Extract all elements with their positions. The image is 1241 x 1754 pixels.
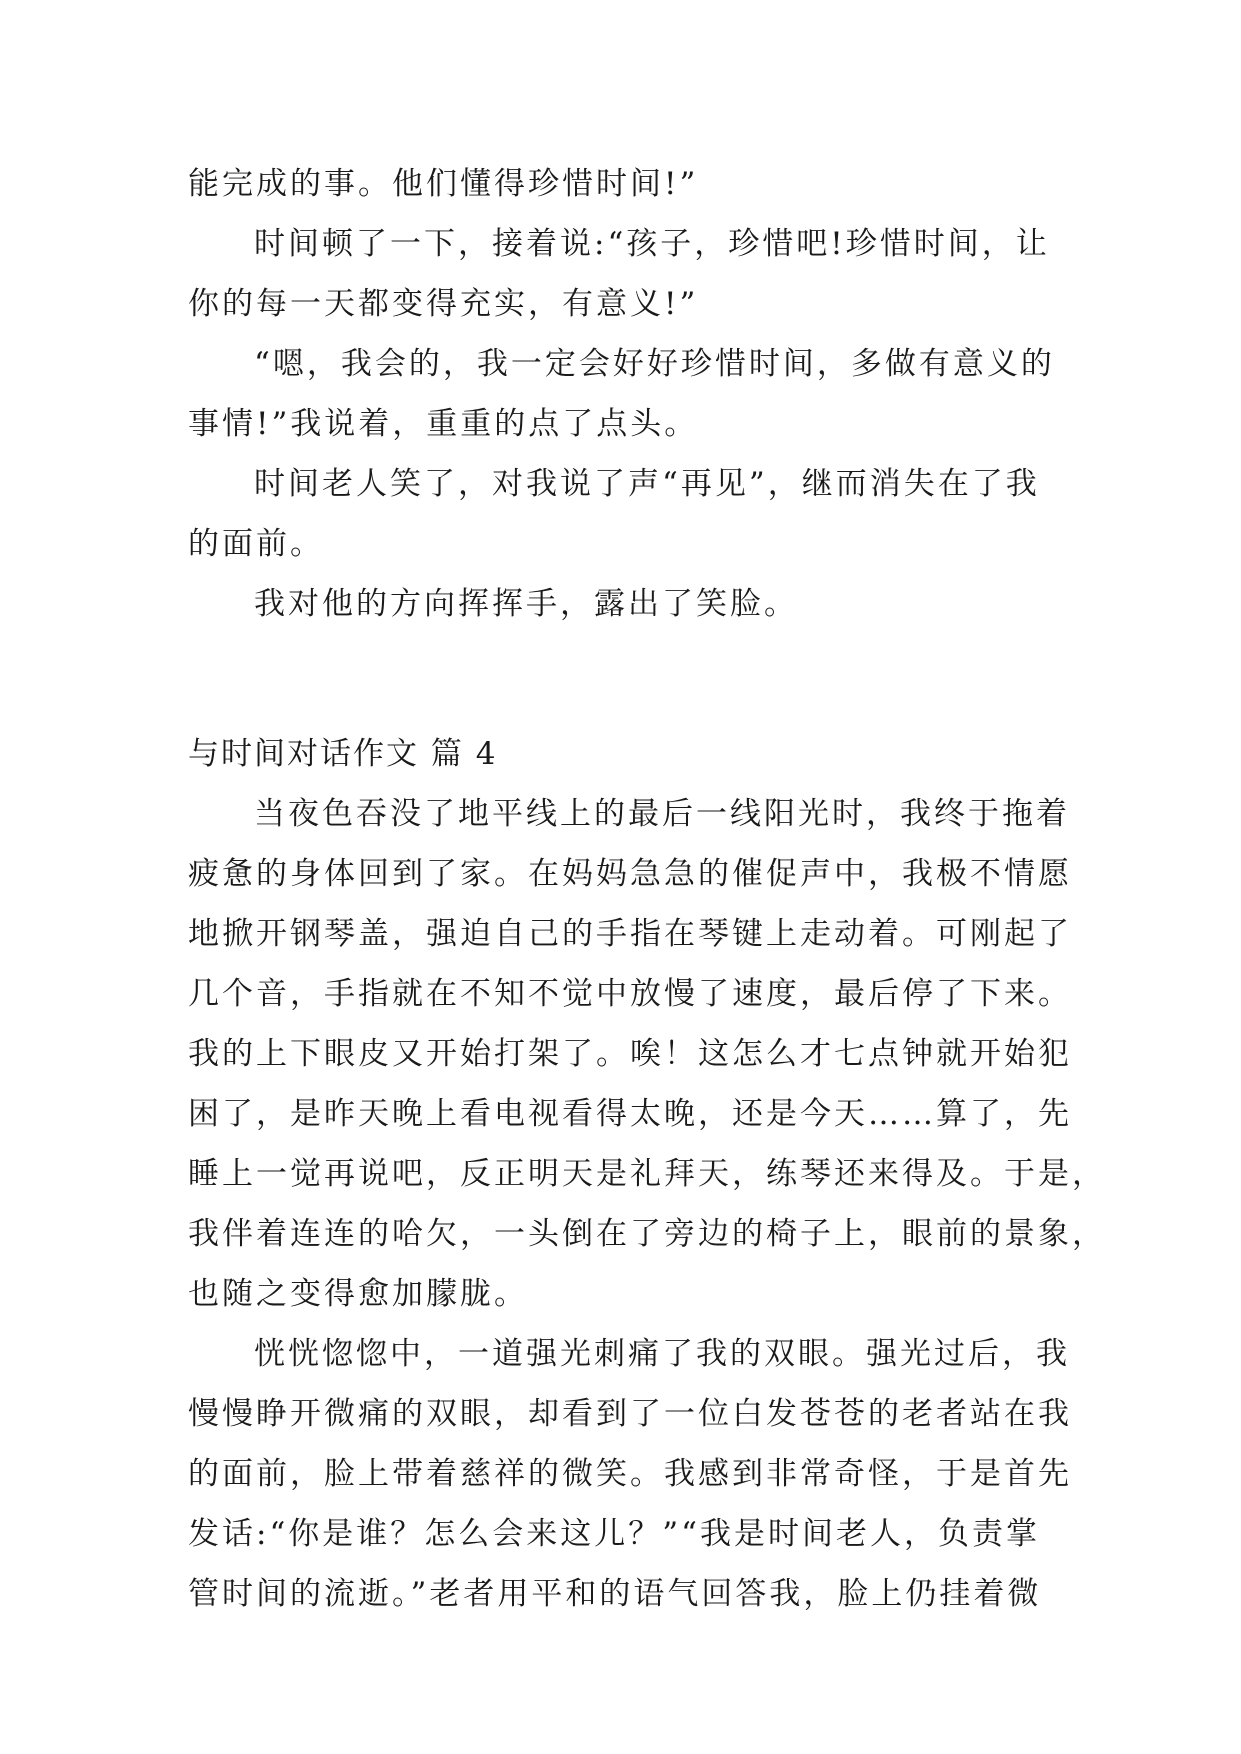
text-line: 时间老人笑了，对我说了声“再见”，继而消失在了我	[254, 466, 1040, 502]
text-line: 我对他的方向挥挥手，露出了笑脸。	[254, 586, 798, 622]
text-line: 我伴着连连的哈欠，一头倒在了旁边的椅子上，眼前的景象，	[188, 1216, 1106, 1252]
text-line: 的面前，脸上带着慈祥的微笑。我感到非常奇怪，于是首先	[188, 1456, 1072, 1492]
text-line: 慢慢睁开微痛的双眼，却看到了一位白发苍苍的老者站在我	[188, 1396, 1072, 1432]
text-line: 地掀开钢琴盖，强迫自己的手指在琴键上走动着。可刚起了	[188, 916, 1072, 952]
text-line: 我的上下眼皮又开始打架了。唉！这怎么才七点钟就开始犯	[188, 1036, 1072, 1072]
text-line: 几个音，手指就在不知不觉中放慢了速度，最后停了下来。	[188, 976, 1072, 1012]
text-line: 时间顿了一下，接着说:“孩子，珍惜吧!珍惜时间，让	[254, 226, 1050, 262]
document-body	[188, 154, 1106, 1624]
text-line: 恍恍惚惚中，一道强光刺痛了我的双眼。强光过后，我	[254, 1336, 1070, 1372]
text-line: 疲惫的身体回到了家。在妈妈急急的催促声中，我极不情愿	[188, 856, 1072, 892]
text-line: 的面前。	[188, 526, 324, 562]
text-line: 事情!”我说着，重重的点了点头。	[188, 406, 699, 442]
text-line: 也随之变得愈加朦胧。	[188, 1276, 528, 1312]
text-line: 能完成的事。他们懂得珍惜时间!”	[188, 166, 699, 202]
text-line: 管时间的流逝。”老者用平和的语气回答我，脸上仍挂着微	[188, 1576, 1042, 1612]
text-line: 困了，是昨天晚上看电视看得太晚，还是今天……算了，先	[188, 1096, 1072, 1132]
text-line: 发话:“你是谁？怎么会来这儿？”“我是时间老人，负责掌	[188, 1516, 1040, 1552]
section-heading: 与时间对话作文 篇 4	[188, 736, 498, 772]
text-line: 睡上一觉再说吧，反正明天是礼拜天，练琴还来得及。于是，	[188, 1156, 1106, 1192]
text-line: 你的每一天都变得充实，有意义!”	[188, 286, 699, 322]
text-line: “嗯，我会的，我一定会好好珍惜时间，多做有意义的	[254, 346, 1055, 382]
text-line: 当夜色吞没了地平线上的最后一线阳光时，我终于拖着	[254, 796, 1070, 832]
paragraph-spacer	[188, 634, 1060, 724]
